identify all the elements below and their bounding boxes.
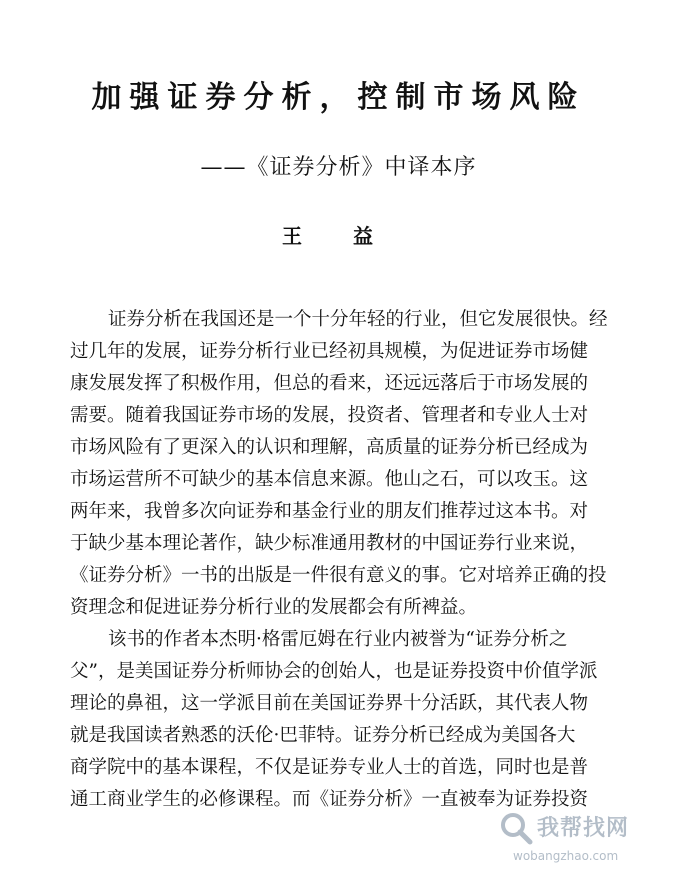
text-line: 两年来，我曾多次向证券和基金行业的朋友们推荐过这本书。对 bbox=[70, 501, 589, 522]
text-line: 《证券分析》一书的出版是一件很有意义的事。它对培养正确的投 bbox=[70, 565, 607, 586]
body-text bbox=[70, 304, 610, 816]
text-line: 过几年的发展，证券分析行业已经初具规模，为促进证券市场健 bbox=[70, 341, 589, 362]
document-title: 加强证券分析，控制市场风险 bbox=[91, 80, 586, 115]
text-line: 于缺少基本理论著作，缺少标准通用教材的中国证券行业来说， bbox=[70, 533, 589, 554]
text-line: 该书的作者本杰明·格雷厄姆在行业内被誉为“证券分析之 bbox=[108, 629, 568, 650]
text-line: 商学院中的基本课程，不仅是证券专业人士的首选，同时也是普 bbox=[70, 757, 589, 778]
text-line: 理论的鼻祖，这一学派目前在美国证券界十分活跃，其代表人物 bbox=[70, 693, 589, 714]
text-line: 通工商业学生的必修课程。而《证券分析》一直被奉为证券投资 bbox=[70, 789, 589, 810]
author-name: 王 益 bbox=[282, 224, 395, 248]
text-line: 证券分析在我国还是一个十分年轻的行业，但它发展很快。经 bbox=[108, 309, 608, 330]
text-line: 就是我国读者熟悉的沃伦·巴菲特。证券分析已经成为美国各大 bbox=[70, 725, 576, 746]
watermark-name: 我帮找网 bbox=[537, 816, 630, 841]
document-subtitle: ——《证券分析》中译本序 bbox=[200, 155, 477, 180]
text-line: 需要。随着我国证券市场的发展，投资者、管理者和专业人士对 bbox=[70, 405, 589, 426]
text-line: 市场运营所不可缺少的基本信息来源。他山之石，可以攻玉。这 bbox=[70, 469, 589, 490]
text-line: 资理念和促进证券分析行业的发展都会有所裨益。 bbox=[70, 597, 478, 618]
site-watermark bbox=[499, 807, 669, 871]
watermark-url: wobangzhao.com bbox=[513, 849, 619, 863]
text-line: 父”，是美国证券分析师协会的创始人，也是证券投资中价值学派 bbox=[70, 661, 598, 682]
text-line: 市场风险有了更深入的认识和理解，高质量的证券分析已经成为 bbox=[70, 437, 589, 458]
magnifier-logo-icon bbox=[499, 811, 533, 845]
text-line: 康发展发挥了积极作用，但总的看来，还远远落后于市场发展的 bbox=[70, 373, 589, 394]
